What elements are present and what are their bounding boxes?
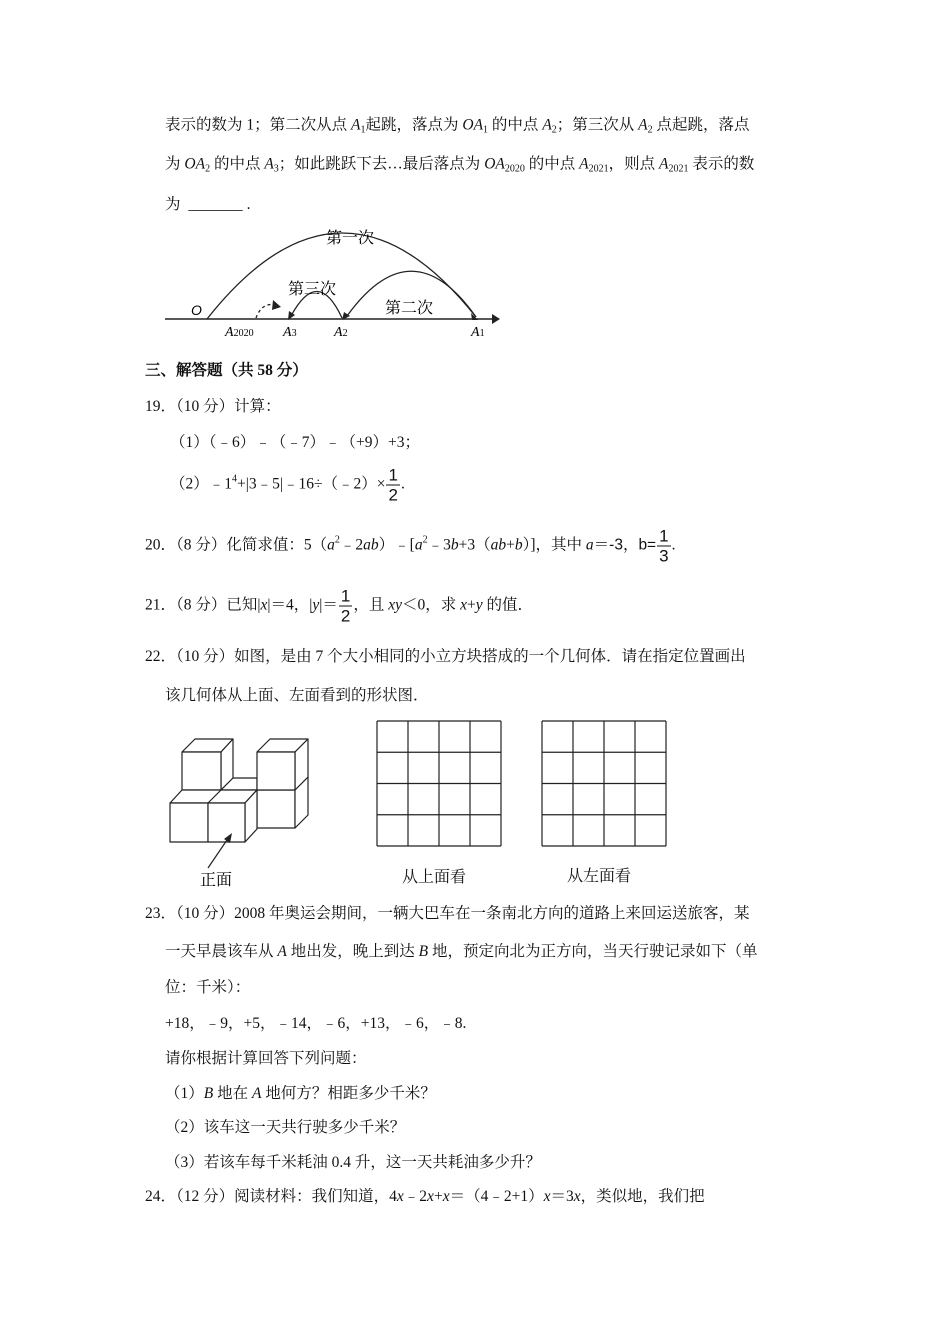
q23-1	[165, 1084, 436, 1104]
text: 为	[165, 155, 185, 173]
fraction	[657, 527, 670, 566]
fraction-numerator: 1	[340, 586, 351, 606]
q19-2	[170, 466, 405, 505]
text: ＜0，求	[401, 596, 461, 614]
math-var: x	[442, 1188, 450, 1205]
math-var: b	[514, 536, 523, 554]
label-second-jump: 第二次	[385, 300, 434, 317]
text: +18，﹣9，+5，﹣14，﹣6，+13，﹣6，﹣8.	[165, 1015, 467, 1032]
subscript: 2	[647, 124, 653, 136]
math-var: x	[543, 1188, 551, 1205]
text: ＝	[593, 536, 610, 554]
text: （3）若该车每千米耗油 0.4 升，这一天共耗油多少升？	[165, 1154, 541, 1171]
subscript: 3	[273, 163, 279, 175]
text: 位：千米）：	[165, 979, 251, 996]
answer-blank[interactable]: _______	[188, 196, 243, 213]
label-a1: A1	[471, 325, 485, 340]
left-view-label: 从左面看	[567, 868, 632, 885]
q23-line2	[165, 942, 757, 962]
text: 为	[165, 196, 185, 213]
subscript: 1	[483, 124, 489, 136]
text: ）]，其中	[522, 536, 586, 554]
left-view-grid[interactable]	[541, 720, 667, 847]
fraction-denominator: 3	[659, 546, 669, 566]
superscript: 2	[422, 534, 428, 546]
math-var: x	[260, 596, 268, 614]
text: ）﹣[	[378, 536, 415, 554]
math-var: x	[427, 1188, 434, 1205]
text: 19．（10 分）计算：	[145, 398, 281, 415]
text: （1）	[165, 1085, 204, 1102]
math-var: b	[450, 536, 459, 554]
text: ，则点	[608, 155, 659, 173]
math-var: OA	[462, 116, 484, 134]
text: 20．（8 分）化简求值：5（	[145, 536, 328, 554]
arrowhead-dashed	[272, 300, 281, 310]
subscript: 2021	[668, 163, 689, 175]
q23-prompt	[165, 1049, 367, 1069]
label-third-jump: 第三次	[288, 281, 337, 298]
text: ；如此跳跃下去…最后落点为	[278, 155, 485, 173]
text: +3（	[458, 536, 491, 554]
q22-line1	[145, 647, 746, 667]
text: 23．（10 分）2008 年奥运会期间，一辆大巴车在一条南北方向的道路上来回运送旅客，某	[145, 905, 750, 922]
text: 表示的数为 1；第二次从点	[165, 116, 352, 134]
q23-line3	[165, 978, 250, 998]
text: +	[467, 596, 476, 614]
math-var: A	[264, 155, 274, 173]
math-var: ab	[363, 536, 379, 554]
q23-3	[165, 1153, 541, 1173]
text: 地，预定向北为正方向，当天行驶记录如下（单	[428, 943, 758, 960]
math-var: ab	[490, 536, 507, 554]
label-a3: A3	[283, 325, 297, 340]
text: 的值．	[482, 596, 534, 614]
math-var: y	[312, 596, 320, 614]
text: 24．（12 分）阅读材料：我们知道，4	[145, 1188, 397, 1205]
math-var: a	[585, 536, 594, 554]
jump-diagram	[0, 0, 950, 360]
math-var: OA	[184, 155, 206, 173]
text: 点起跳，落点	[652, 116, 750, 134]
math-var: A	[252, 1085, 262, 1102]
text: |＝4，|	[267, 596, 313, 614]
text: ﹣2	[403, 1188, 428, 1205]
math-var: a	[327, 536, 335, 554]
text: 22．（10 分）如图，是由 7 个大小相同的小立方块搭成的一个几何体．请在指定位置画出	[145, 648, 746, 665]
subscript: 1	[360, 124, 366, 136]
top-view-grid[interactable]	[376, 720, 502, 847]
math-var: A	[351, 116, 361, 134]
cube-figure	[160, 705, 320, 895]
math-var: x	[396, 1188, 404, 1205]
axis-arrow-icon	[492, 314, 500, 324]
text: 的中点	[210, 155, 265, 173]
math-var: A	[579, 155, 589, 173]
math-var: OA	[484, 155, 505, 173]
text: ﹣3	[427, 536, 451, 554]
text: +	[506, 536, 515, 554]
math-var: B	[418, 943, 429, 960]
text: .	[671, 536, 676, 554]
fraction-numerator: 1	[388, 465, 398, 485]
text: ＝3	[550, 1188, 574, 1205]
math-var: A	[542, 116, 552, 134]
label-a2020: A2020	[225, 325, 254, 340]
text: 的中点	[524, 155, 580, 173]
subscript: 2	[551, 124, 557, 136]
text: 的中点	[488, 116, 543, 134]
text: .	[246, 196, 251, 213]
text: ，且	[353, 596, 389, 614]
text: ；第三次从	[556, 116, 639, 134]
math-var: x	[573, 1188, 581, 1205]
q21	[145, 587, 533, 626]
text: （2）﹣1	[170, 475, 233, 493]
q19	[145, 397, 281, 417]
math-var: x	[460, 596, 467, 614]
math-var: xy	[388, 596, 402, 614]
text: 三、解答题（共 58 分）	[145, 362, 308, 379]
fraction-denominator: 2	[388, 485, 398, 505]
fraction-numerator: 1	[659, 526, 669, 546]
text: （2）该车这一天共行驶多少千米？	[165, 1119, 406, 1136]
text: +	[433, 1188, 443, 1205]
text: ﹣2	[339, 536, 364, 554]
fraction	[339, 587, 352, 626]
text: 起跳，落点为	[365, 116, 463, 134]
math-var: B	[203, 1085, 214, 1102]
q23-line1	[145, 904, 750, 924]
math-var: A	[277, 943, 287, 960]
q19-1	[170, 433, 420, 453]
text: 地出发，晚上到达	[286, 943, 419, 960]
top-view-label: 从上面看	[402, 869, 467, 886]
subscript: 2	[205, 163, 211, 175]
label-first-jump: 第一次	[326, 230, 375, 247]
text: 地在	[213, 1085, 252, 1102]
text: .	[400, 475, 405, 493]
text: +|3﹣5|﹣16÷（﹣2）×	[237, 475, 386, 493]
q22-line2	[165, 686, 429, 706]
text: ，类似地，我们把	[580, 1188, 705, 1205]
q23-2	[165, 1118, 405, 1138]
superscript: 4	[232, 473, 238, 485]
front-label: 正面	[200, 872, 233, 889]
fraction-denominator: 2	[340, 606, 351, 626]
math-var: y	[475, 596, 483, 614]
text: 表示的数	[688, 155, 755, 173]
math-var: A	[638, 116, 648, 134]
fraction	[386, 466, 399, 505]
math-var: A	[658, 155, 669, 173]
label-a2: A2	[334, 325, 348, 340]
text: -3，b=	[609, 536, 657, 554]
math-var: a	[414, 536, 423, 554]
text: ＝（4﹣2+1）	[449, 1188, 544, 1205]
q20	[145, 527, 675, 566]
section-3-title	[145, 361, 308, 381]
subscript: 2020	[504, 163, 525, 175]
text: |＝	[319, 596, 338, 614]
q23-data	[165, 1014, 466, 1034]
arc-dashed-jump	[256, 305, 275, 318]
q24-line1	[145, 1187, 705, 1207]
text: 21．（8 分）已知|	[145, 596, 261, 614]
text: 一天早晨该车从	[165, 943, 278, 960]
text: （1）（﹣6）﹣（﹣7）﹣（+9）+3；	[170, 434, 420, 451]
superscript: 2	[334, 534, 340, 546]
text: 请你根据计算回答下列问题：	[165, 1050, 367, 1067]
text: 该几何体从上面、左面看到的形状图．	[165, 687, 429, 704]
label-origin: O	[191, 302, 202, 318]
text: 地何方？相距多少千米？	[261, 1085, 436, 1102]
subscript: 2021	[588, 163, 609, 175]
